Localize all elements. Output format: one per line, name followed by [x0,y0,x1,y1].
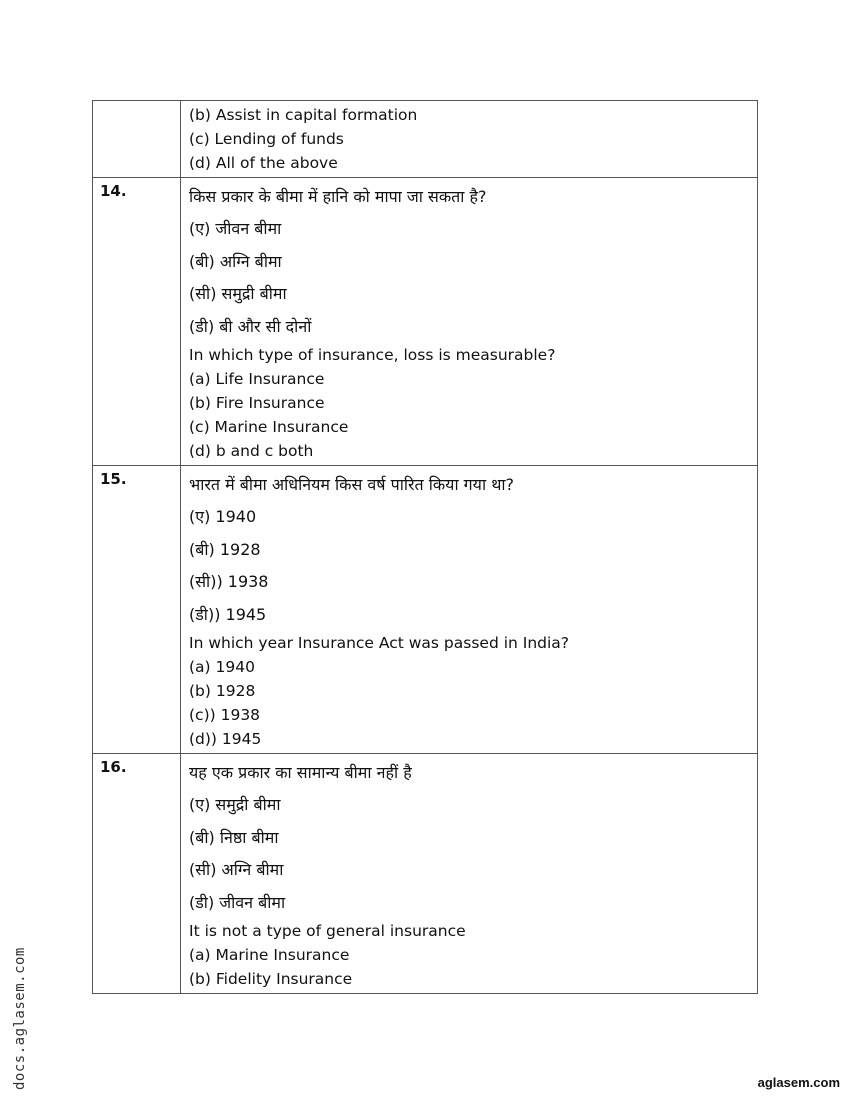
option-line: (b) Fidelity Insurance [189,970,353,988]
option-line: (d) b and c both [189,442,314,460]
question-number: 15. [93,466,181,754]
option-line-hindi: (बी) निष्ठा बीमा [189,827,279,847]
option-line: (b) 1928 [189,682,256,700]
question-number: 16. [93,754,181,994]
question-text-english: In which year Insurance Act was passed in India? [189,634,570,652]
question-row [93,466,758,754]
option-line-hindi: (ए) समुद्री बीमा [189,795,281,814]
question-number: 14. [93,178,181,466]
option-line: (a) Marine Insurance [189,946,350,964]
watermark-text: docs.aglasem.com [12,947,28,1090]
question-body [181,466,758,754]
question-text-hindi: भारत में बीमा अधिनियम किस वर्ष पारित किया गया था? [189,475,515,494]
question-text-english: In which type of insurance, loss is measurable? [189,346,556,364]
question-row [93,178,758,466]
option-line: (b) Assist in capital formation [189,106,418,124]
option-line-hindi: (डी) जीवन बीमा [189,892,286,912]
option-line-hindi: (सी) समुद्री बीमा [189,284,287,303]
option-line-hindi: (डी)) 1945 [189,604,267,624]
option-line: (a) 1940 [189,658,255,676]
question-body [181,178,758,466]
option-line: (c) Lending of funds [189,130,344,148]
option-line-hindi: (सी) अग्नि बीमा [189,860,284,879]
option-line-hindi: (ए) जीवन बीमा [189,219,282,238]
question-text-hindi: किस प्रकार के बीमा में हानि को मापा जा सकता है? [189,187,487,206]
option-line: (c)) 1938 [189,706,261,724]
question-number [93,101,181,178]
option-line: (c) Marine Insurance [189,418,349,436]
question-row [93,101,758,178]
option-line-hindi: (ए) 1940 [189,507,257,526]
option-line-hindi: (डी) बी और सी दोनों [189,316,312,336]
question-body [181,101,758,178]
option-line-hindi: (सी)) 1938 [189,572,269,591]
footer-brand: aglasem.com [757,1075,840,1090]
option-line: (d) All of the above [189,154,338,172]
option-line: (b) Fire Insurance [189,394,325,412]
option-line: (a) Life Insurance [189,370,325,388]
question-body [181,754,758,994]
option-line-hindi: (बी) अग्नि बीमा [189,251,282,271]
question-row [93,754,758,994]
option-line: (d)) 1945 [189,730,262,748]
question-text-hindi: यह एक प्रकार का सामान्य बीमा नहीं है [189,763,412,782]
option-line-hindi: (बी) 1928 [189,539,261,559]
question-text-english: It is not a type of general insurance [189,922,466,940]
question-table [92,100,758,994]
